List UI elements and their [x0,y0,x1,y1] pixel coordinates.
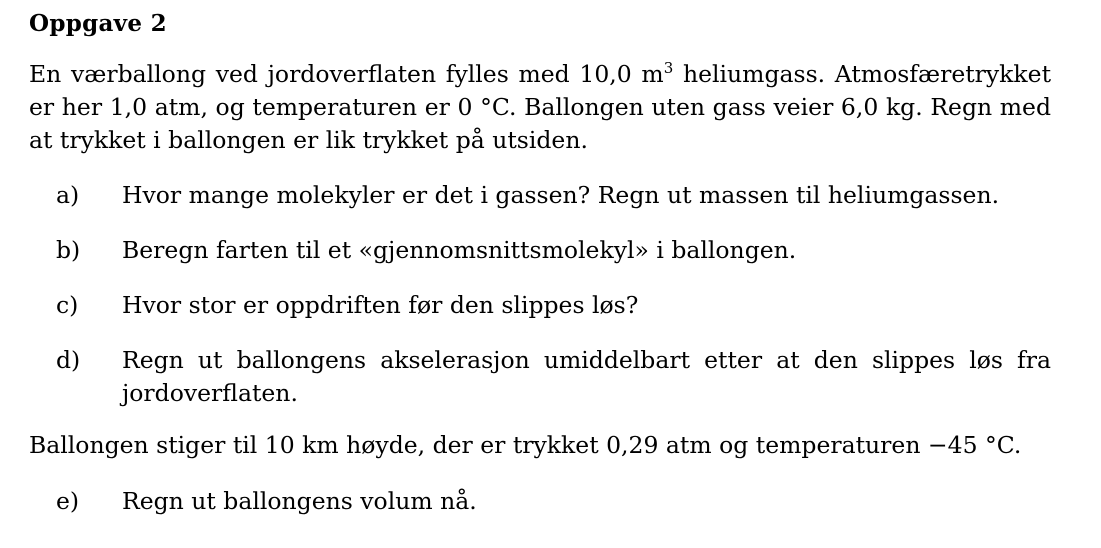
question-text: Hvor stor er oppdriften før den slippes løs? [122,291,639,319]
question-d [56,344,1051,410]
question-b [56,234,1051,267]
question-text: Beregn farten til et «gjennomsnittsmolekyl» i ballongen. [122,236,797,264]
question-label: d) [56,346,81,374]
question-text: Hvor mange molekyler er det i gassen? Regn ut massen til heliumgassen. [122,181,1000,209]
question-text: Regn ut ballongens volum nå. [122,487,477,515]
intro-paragraph [29,58,1051,157]
question-text: Regn ut ballongens akselerasjon umiddelbart etter at den slippes løs fra jordoverflaten. [122,346,1051,407]
question-label: e) [56,487,80,515]
question-label: c) [56,291,79,319]
cubic-exponent: 3 [663,59,674,78]
altitude-paragraph: Ballongen stiger til 10 km høyde, der er trykket 0,29 atm og temperaturen −45 °C. [29,431,1022,459]
question-a [56,179,1051,212]
intro-text-end: heliumgass. Atmosfæretrykket er her 1,0 atm, og temperaturen er 0 °C. Ballongen uten gass veier 6,0 kg. Regn med at trykket i ballongen er lik trykket på utsiden. [29,60,1052,154]
question-e [56,485,1051,518]
question-label: a) [56,181,80,209]
exercise-heading: Oppgave 2 [29,10,167,37]
intro-text-start: En værballong ved jordoverflaten fylles med 10,0 m [29,60,664,88]
question-c [56,289,1051,322]
question-label: b) [56,236,81,264]
